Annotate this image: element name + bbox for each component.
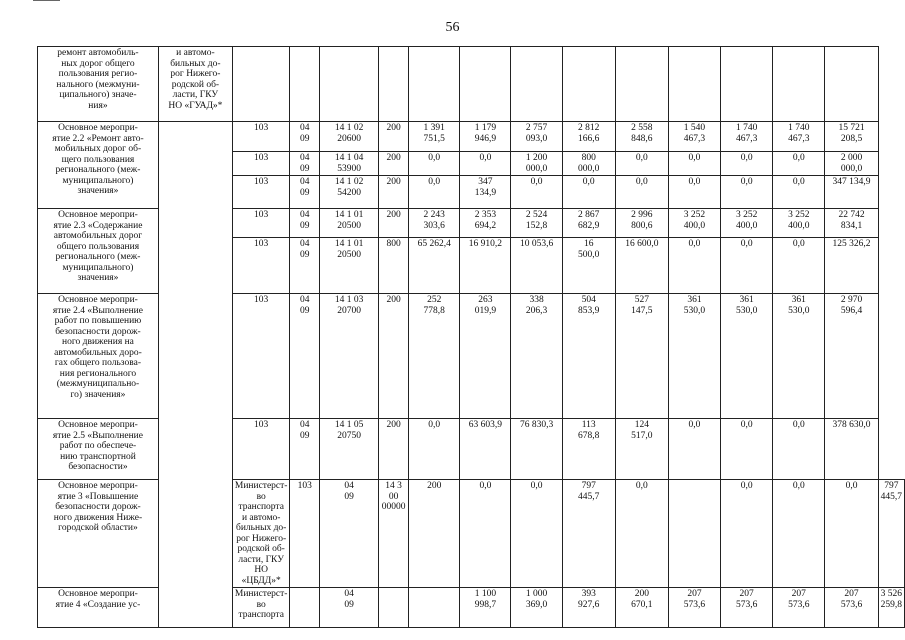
value-cell (668, 480, 720, 588)
value-cell: 527 147,5 (615, 294, 668, 419)
value-cell: 1 200 000,0 (511, 152, 562, 176)
value-cell: 0,0 (825, 480, 878, 588)
value-cell: 200 670,1 (615, 588, 668, 628)
value-cell: 125 326,2 (825, 238, 878, 294)
value-cell: 04 09 (320, 588, 379, 628)
value-cell: 0,0 (511, 176, 562, 209)
value-cell: 0,0 (721, 152, 773, 176)
value-cell: 200 (379, 176, 409, 209)
value-cell (511, 47, 562, 122)
value-cell: 16 500,0 (562, 238, 615, 294)
value-cell: 14 1 04 53900 (320, 152, 379, 176)
executor-cell: Министерст- во транспорта и автомо- бильных до- рог Нижего- родской об- ласти, ГКУ НО «ЦБДД»* (232, 480, 290, 588)
value-cell: 103 (232, 122, 290, 152)
value-cell: 200 (379, 294, 409, 419)
value-cell: 378 630,0 (825, 419, 878, 480)
value-cell: 0,0 (773, 419, 825, 480)
value-cell: 0,0 (668, 176, 720, 209)
value-cell: 0,0 (409, 152, 460, 176)
value-cell: 347 134,9 (825, 176, 878, 209)
value-cell: 2 558 848,6 (615, 122, 668, 152)
value-cell: 1 740 467,3 (773, 122, 825, 152)
value-cell: 103 (232, 176, 290, 209)
value-cell: 0,0 (668, 152, 720, 176)
value-cell (825, 47, 878, 122)
value-cell: 14 1 05 20750 (320, 419, 379, 480)
value-cell: 1 740 467,3 (721, 122, 773, 152)
value-cell: 0,0 (721, 480, 773, 588)
measure-name-cell: Основное меропри- ятие 4 «Создание ус- (38, 588, 159, 628)
executor-cell (158, 122, 232, 628)
executor-cell: и автомо- бильных до- рог Нижего- родской об- ласти, ГКУ НО «ГУАД»* (158, 47, 232, 122)
value-cell: 16 600,0 (615, 238, 668, 294)
value-cell: 200 (379, 152, 409, 176)
value-cell: 800 000,0 (562, 152, 615, 176)
value-cell: 797 445,7 (562, 480, 615, 588)
value-cell: 113 678,8 (562, 419, 615, 480)
value-cell: 252 778,8 (409, 294, 460, 419)
value-cell: 0,0 (615, 480, 668, 588)
value-cell: 14 1 01 20500 (320, 238, 379, 294)
value-cell: 04 09 (290, 238, 320, 294)
value-cell: 2 243 303,6 (409, 209, 460, 238)
value-cell: 2 812 166,6 (562, 122, 615, 152)
table-row (38, 122, 905, 152)
value-cell: 0,0 (511, 480, 562, 588)
value-cell: 15 721 208,5 (825, 122, 878, 152)
value-cell: 0,0 (562, 176, 615, 209)
value-cell: 103 (232, 209, 290, 238)
value-cell: 2 757 093,0 (511, 122, 562, 152)
measure-name-cell: Основное меропри- ятие 2.3 «Содержание автомобильных дорог общего пользования регионального (меж- муниципального) значения» (38, 209, 159, 294)
value-cell (721, 47, 773, 122)
budget-table (37, 46, 905, 628)
value-cell: 0,0 (615, 152, 668, 176)
value-cell: 10 053,6 (511, 238, 562, 294)
value-cell: 1 100 998,7 (460, 588, 511, 628)
value-cell (290, 588, 320, 628)
value-cell: 103 (232, 294, 290, 419)
value-cell: 103 (290, 480, 320, 588)
value-cell: 14 1 01 20500 (320, 209, 379, 238)
value-cell: 1 540 467,3 (668, 122, 720, 152)
value-cell: 0,0 (460, 152, 511, 176)
value-cell: 347 134,9 (460, 176, 511, 209)
value-cell: 22 742 834,1 (825, 209, 878, 238)
value-cell (409, 47, 460, 122)
value-cell: 800 (379, 238, 409, 294)
value-cell: 0,0 (615, 176, 668, 209)
value-cell: 1 179 946,9 (460, 122, 511, 152)
value-cell: 2 996 800,6 (615, 209, 668, 238)
value-cell: 04 09 (290, 122, 320, 152)
value-cell: 207 573,6 (668, 588, 720, 628)
value-cell: 0,0 (773, 480, 825, 588)
value-cell: 04 09 (290, 176, 320, 209)
value-cell: 200 (409, 480, 460, 588)
value-cell (409, 588, 460, 628)
table-row (38, 47, 905, 122)
value-cell: 04 09 (290, 294, 320, 419)
value-cell: 0,0 (773, 152, 825, 176)
header-rule (33, 0, 60, 1)
value-cell: 200 (379, 419, 409, 480)
executor-cell: Министерст- во транспорта (232, 588, 290, 628)
value-cell: 361 530,0 (721, 294, 773, 419)
value-cell (232, 47, 290, 122)
value-cell: 361 530,0 (773, 294, 825, 419)
value-cell (773, 47, 825, 122)
value-cell: 2 353 694,2 (460, 209, 511, 238)
value-cell (290, 47, 320, 122)
value-cell: 0,0 (409, 176, 460, 209)
value-cell: 103 (232, 238, 290, 294)
measure-name-cell: Основное меропри- ятие 2.5 «Выполнение работ по обеспече- нию транспортной безопасности» (38, 419, 159, 480)
value-cell: 207 573,6 (773, 588, 825, 628)
value-cell: 2 867 682,9 (562, 209, 615, 238)
value-cell: 0,0 (668, 419, 720, 480)
value-cell (320, 47, 379, 122)
value-cell: 504 853,9 (562, 294, 615, 419)
value-cell: 3 526 259,8 (878, 588, 904, 628)
value-cell: 338 206,3 (511, 294, 562, 419)
value-cell: 200 (379, 122, 409, 152)
value-cell (379, 588, 409, 628)
value-cell: 207 573,6 (721, 588, 773, 628)
value-cell: 207 573,6 (825, 588, 878, 628)
measure-name-cell: Основное меропри- ятие 3 «Повышение безопасности дорож- ного движения Ниже- городской области» (38, 480, 159, 588)
value-cell (668, 47, 720, 122)
measure-name-cell: Основное меропри- ятие 2.4 «Выполнение работ по повышению безопасности дорож- ного движения на автомобильных доро- гах общего пользова- ния регионального (межмуниципально- го) значения» (38, 294, 159, 419)
measure-name-cell: Основное меропри- ятие 2.2 «Ремонт авто- мобильных дорог об- щего пользования регионального (меж- муниципального) значения» (38, 122, 159, 209)
value-cell (460, 47, 511, 122)
budget-table-body (38, 47, 905, 628)
value-cell: 63 603,9 (460, 419, 511, 480)
value-cell: 3 252 400,0 (773, 209, 825, 238)
value-cell: 1 000 369,0 (511, 588, 562, 628)
value-cell: 04 09 (320, 480, 379, 588)
value-cell: 65 262,4 (409, 238, 460, 294)
value-cell: 0,0 (721, 238, 773, 294)
value-cell: 0,0 (773, 176, 825, 209)
value-cell: 76 830,3 (511, 419, 562, 480)
value-cell: 0,0 (460, 480, 511, 588)
value-cell: 3 252 400,0 (668, 209, 720, 238)
value-cell (379, 47, 409, 122)
measure-name-cell: ремонт автомобиль- ных дорог общего пользования регио- нального (межмуни- ципального) значе- ния» (38, 47, 159, 122)
value-cell: 16 910,2 (460, 238, 511, 294)
value-cell: 0,0 (668, 238, 720, 294)
value-cell: 04 09 (290, 209, 320, 238)
value-cell: 0,0 (773, 238, 825, 294)
value-cell: 124 517,0 (615, 419, 668, 480)
value-cell: 1 391 751,5 (409, 122, 460, 152)
value-cell: 2 970 596,4 (825, 294, 878, 419)
value-cell: 361 530,0 (668, 294, 720, 419)
value-cell: 14 1 02 54200 (320, 176, 379, 209)
value-cell: 263 019,9 (460, 294, 511, 419)
value-cell (562, 47, 615, 122)
value-cell: 797 445,7 (878, 480, 904, 588)
value-cell: 0,0 (721, 419, 773, 480)
value-cell: 393 927,6 (562, 588, 615, 628)
value-cell: 2 000 000,0 (825, 152, 878, 176)
value-cell: 14 3 00 00000 (379, 480, 409, 588)
value-cell (615, 47, 668, 122)
value-cell: 103 (232, 419, 290, 480)
page-number: 56 (445, 20, 460, 35)
value-cell: 04 09 (290, 152, 320, 176)
value-cell: 200 (379, 209, 409, 238)
value-cell: 2 524 152,8 (511, 209, 562, 238)
value-cell: 0,0 (409, 419, 460, 480)
value-cell: 0,0 (721, 176, 773, 209)
value-cell: 3 252 400,0 (721, 209, 773, 238)
value-cell: 103 (232, 152, 290, 176)
value-cell: 04 09 (290, 419, 320, 480)
value-cell: 14 1 03 20700 (320, 294, 379, 419)
value-cell: 14 1 02 20600 (320, 122, 379, 152)
